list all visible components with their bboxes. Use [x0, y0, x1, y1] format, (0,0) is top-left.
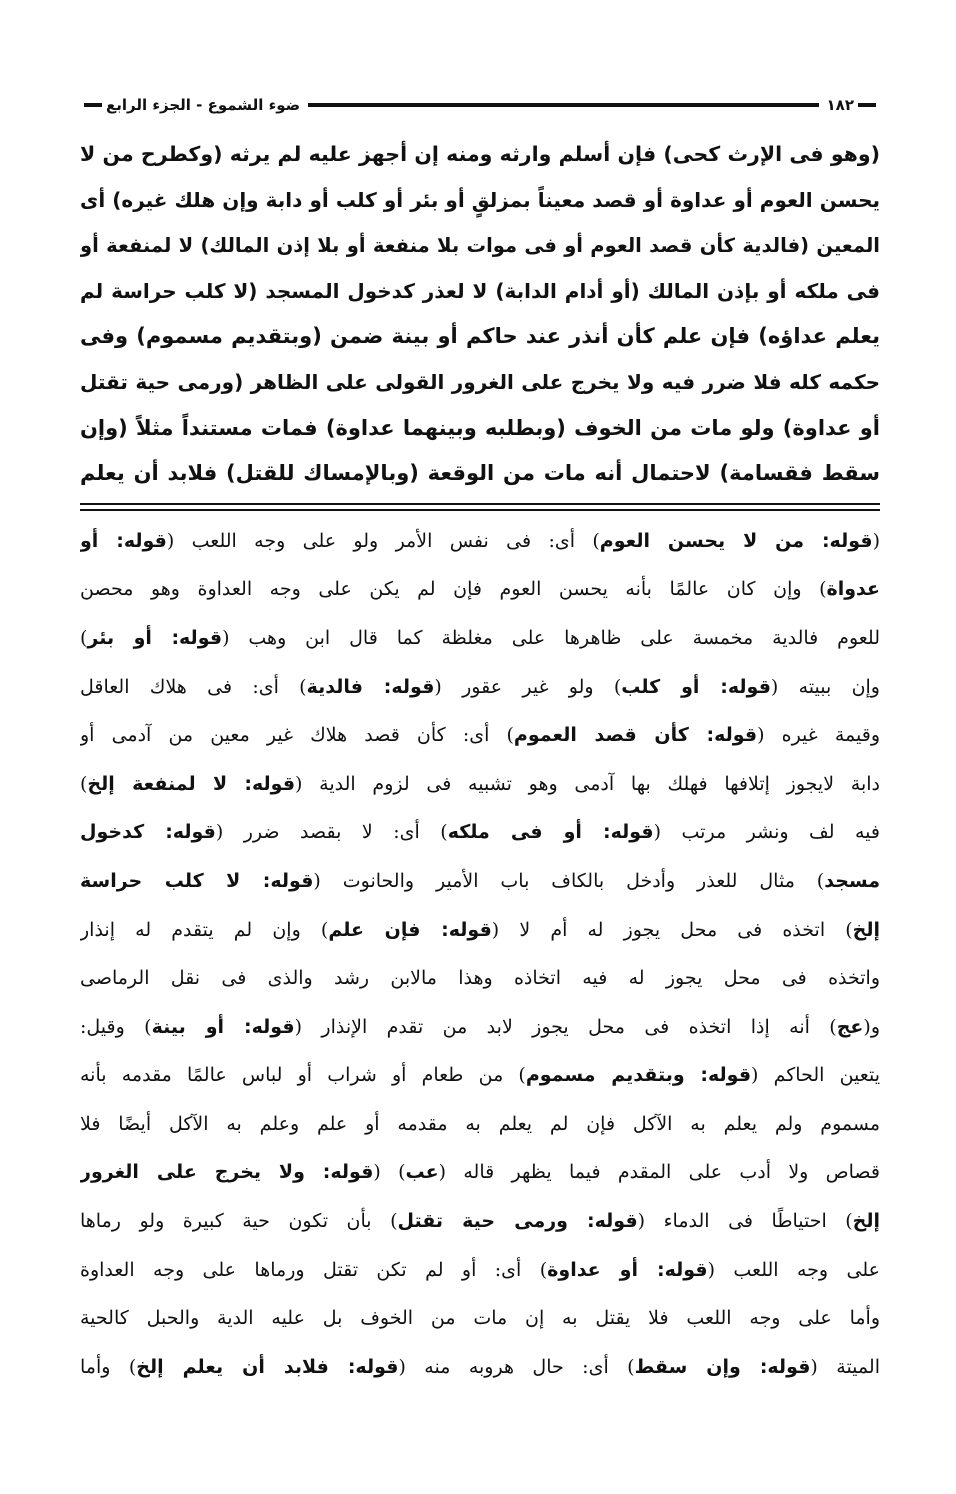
commentary-line [80, 857, 880, 906]
commentary-segment: ) ولو غير عقور ( [434, 675, 622, 698]
commentary-line [80, 808, 880, 857]
running-header [80, 88, 880, 122]
quoted-lemma: قوله: أو فى ملكه [447, 821, 654, 844]
quoted-lemma: مسجد [824, 869, 880, 892]
quoted-lemma: قوله: لا كلب حراسة [80, 869, 314, 892]
commentary-segment: ) أى: لا بقصد ضرر ( [215, 821, 448, 844]
commentary-segment: وقيمة غيره ( [757, 724, 880, 747]
main-text-line: المعين (فالدية كأن قصد العوم أو فى موات بلا منفعة أو بلا إذن المالك) لا لمنفعة أو [80, 234, 880, 258]
main-text-line: يعلم عداؤه) فإن علم كأن أنذر عند حاكم أو بينة ضمن (وبتقديم مسموم) وفى [80, 324, 880, 349]
quoted-lemma: قوله: أو كلب [621, 675, 771, 698]
commentary-text [80, 517, 880, 1392]
commentary-segment: ) وإن كان عالمًا بأنه يحسن العوم فإن لم يكن على وجه العداوة وهو محصن [80, 578, 827, 601]
commentary-line [80, 1197, 880, 1246]
commentary-line [80, 517, 880, 566]
quoted-lemma: قوله: أو بئر [87, 626, 223, 649]
commentary-segment: الميتة ( [810, 1355, 880, 1378]
commentary-segment: ) بأن تكون حية كبيرة ولو رماها [80, 1210, 398, 1233]
quoted-lemma: قوله: فالدية [306, 675, 435, 698]
commentary-segment: يتعين الحاكم ( [751, 1064, 880, 1087]
commentary-segment: ) أى: أو لم تكن تقتل ورماها على وجه العداوة [80, 1258, 548, 1281]
commentary-segment: وإن ببيته ( [770, 675, 880, 698]
header-dash [84, 103, 102, 107]
commentary-segment: قصاص ولا أدب على المقدم فيما يظهر قاله ( [438, 1161, 880, 1184]
commentary-segment: على وجه اللعب ( [707, 1258, 880, 1281]
commentary-segment: وأما على وجه اللعب فلا يقتل به إن مات من الخوف بل عليه الدية والحبل كالحية [80, 1307, 880, 1330]
quoted-lemma: قوله: وبتقديم مسموم [525, 1064, 752, 1087]
commentary-line [80, 1294, 880, 1343]
quoted-lemma: قوله: أو عداوة [547, 1258, 708, 1281]
commentary-segment: ) وأما [80, 1355, 137, 1378]
quoted-lemma: عب [405, 1161, 439, 1184]
commentary-line [80, 711, 880, 760]
commentary-line [80, 760, 880, 809]
commentary-segment: ) أى: فى نفس الأمر ولو على وجه اللعب ( [166, 529, 600, 552]
commentary-segment: ) اتخذه فى محل يجوز له أم لا ( [491, 918, 853, 941]
quoted-lemma: قوله: أو [80, 529, 167, 552]
quoted-lemma: قوله: فإن علم [328, 918, 492, 941]
quoted-lemma: إلخ [852, 918, 880, 941]
commentary-line [80, 1343, 880, 1392]
quoted-lemma: عج [836, 1015, 864, 1038]
commentary-segment: واتخذه فى محل يجوز له فيه اتخاذه وهذا مالابن رشد والذى فى نقل الرماصى [80, 967, 880, 990]
commentary-segment: ) من طعام أو شراب أو لباس عالمًا مقدمه بأنه [80, 1064, 526, 1087]
quoted-lemma: قوله: لا لمنفعة إلخ [87, 772, 296, 795]
quoted-lemma: قوله: كأن قصد العموم [513, 724, 758, 747]
main-text-line: يحسن العوم أو عداوة أو قصد معيناً بمزلقٍ أو بئر أو كلب أو دابة وإن هلك غيره) أى [80, 187, 880, 212]
quoted-lemma: قوله: ورمى حية تقتل [397, 1210, 638, 1233]
commentary-segment: ) أى: حال هروبه منه ( [398, 1355, 635, 1378]
commentary-line [80, 663, 880, 712]
commentary-line [80, 1003, 880, 1052]
commentary-segment: و( [863, 1015, 880, 1038]
commentary-segment: ) ( [373, 1161, 406, 1184]
separator-rule [80, 503, 880, 505]
commentary-segment: ) مثال للعذر وأدخل بالكاف باب الأمير والحانوت ( [313, 869, 825, 892]
commentary-line [80, 1246, 880, 1295]
quoted-lemma: قوله: ولا يخرج على الغرور [80, 1161, 374, 1184]
commentary-line [80, 1100, 880, 1149]
commentary-segment: دابة لايجوز إتلافها فهلك بها آدمى وهو تشبيه فى لزوم الدية ( [295, 772, 880, 795]
header-dash [858, 103, 876, 107]
commentary-segment: فيه لف ونشر مرتب ( [653, 821, 880, 844]
quoted-lemma: قوله: وإن سقط [634, 1355, 811, 1378]
commentary-segment: مسموم ولم يعلم به الآكل فإن لم يعلم به مقدمه أو علم وعلم به الآكل أيضًا فلا [80, 1112, 880, 1135]
commentary-line [80, 954, 880, 1003]
main-text-line: فى ملكه أو بإذن المالك (أو أدام الدابة) لا لعذر كدخول المسجد (لا كلب حراسة لم [80, 278, 880, 303]
commentary-segment: ) [80, 626, 88, 649]
separator-rule [80, 509, 880, 511]
main-text-line: أو عداوة) ولو مات من الخوف (وبطلبه وبينهما عداوة) فمات مستنداً مثلاً (وإن [80, 415, 880, 440]
page-number: ١٨٢ [826, 96, 854, 114]
main-text [80, 132, 880, 497]
header-rule [308, 103, 818, 107]
commentary-segment: ) أنه إذا اتخذه فى محل يجوز لابد من تقدم الإنذار ( [294, 1015, 837, 1038]
commentary-line [80, 565, 880, 614]
running-title: ضوء الشموع - الجزء الرابع [106, 96, 301, 114]
commentary-segment: للعوم فالدية مخمسة على ظاهرها على مغلظة كما قال ابن وهب ( [222, 626, 880, 649]
quoted-lemma: قوله: أو بينة [151, 1015, 295, 1038]
quoted-lemma: قوله: كدخول [80, 821, 216, 844]
commentary-line [80, 1051, 880, 1100]
book-page [80, 88, 880, 1391]
commentary-segment: ) احتياطًا فى الدماء ( [637, 1210, 853, 1233]
main-text-line: حكمه كله فلا ضرر فيه ولا يخرج على الغرور القولى على الظاهر (ورمى حية تقتل [80, 369, 880, 394]
commentary-line [80, 1148, 880, 1197]
main-text-line: سقط فقسامة) لاحتمال أنه مات من الوقعة (وبالإمساك للقتل) فلابد أن يعلم [80, 461, 880, 486]
quoted-lemma: إلخ [852, 1210, 880, 1233]
commentary-segment: ) أى: فى هلاك العاقل [80, 675, 307, 698]
commentary-segment: ) وإن لم يتقدم له إنذار [80, 918, 329, 941]
commentary-segment: ) وقيل: [80, 1015, 152, 1038]
commentary-segment: ) [80, 772, 88, 795]
quoted-lemma: عدواة [826, 578, 880, 601]
commentary-line [80, 906, 880, 955]
commentary-segment: ) أى: كأن قصد هلاك غير معين من آدمى أو [80, 724, 514, 747]
quoted-lemma: قوله: من لا يحسن العوم [599, 529, 873, 552]
main-text-line: (وهو فى الإرث كحى) فإن أسلم وارثه ومنه إن أجهز عليه لم يرثه (وكطرح من لا [80, 142, 880, 166]
commentary-line [80, 614, 880, 663]
commentary-segment: ( [872, 529, 880, 552]
quoted-lemma: قوله: فلابد أن يعلم إلخ [136, 1355, 399, 1378]
